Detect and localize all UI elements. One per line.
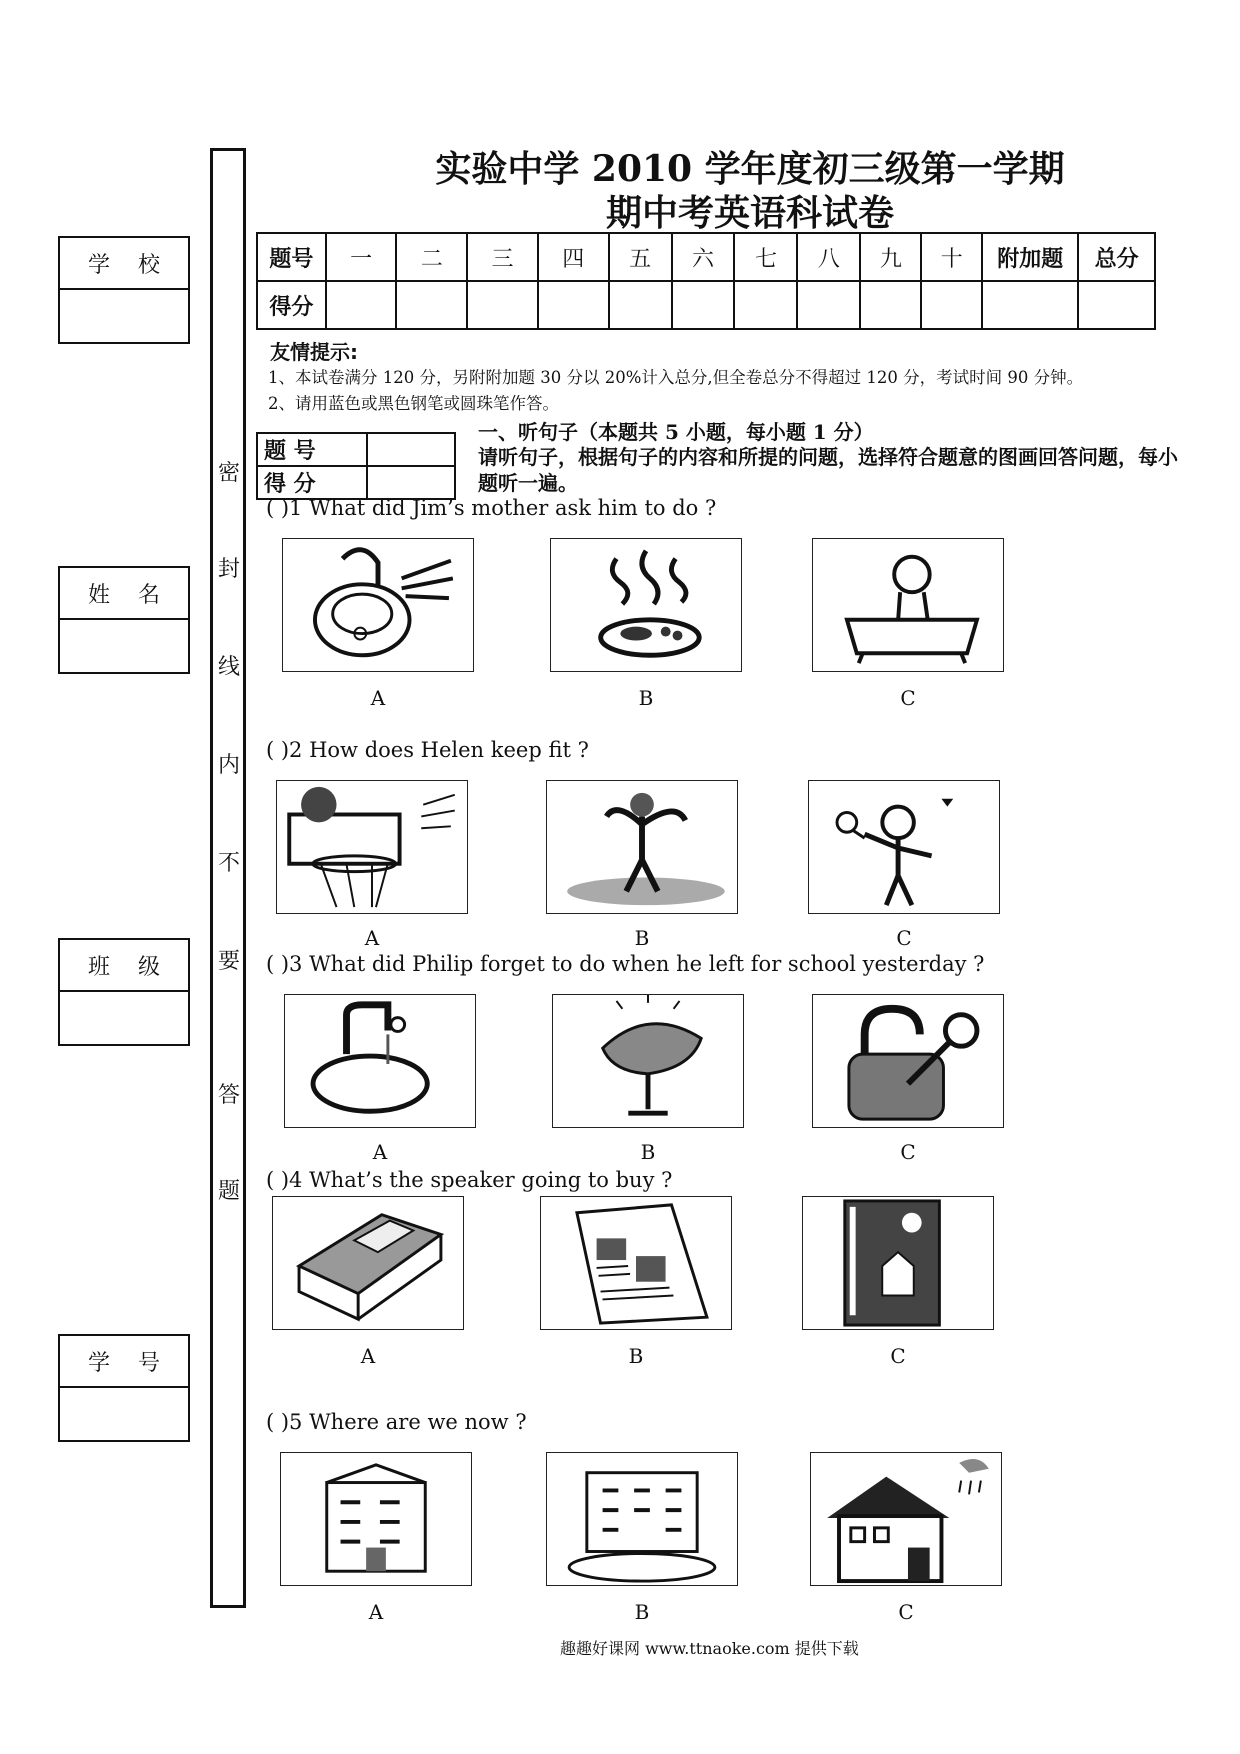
name-label: 姓名 <box>60 568 188 620</box>
seal-char: 要 <box>218 949 241 974</box>
option-label: A <box>364 926 380 950</box>
seal-char: 内 <box>218 753 241 778</box>
score-cell[interactable] <box>326 281 397 329</box>
option-label: C <box>896 926 912 950</box>
question-4: ( )4 What’s the speaker going to buy ? <box>266 1168 673 1192</box>
student-number-field[interactable] <box>60 1388 188 1440</box>
option-label: B <box>628 1344 644 1368</box>
dancing-icon[interactable] <box>546 780 738 914</box>
seal-char: 不 <box>218 851 241 876</box>
score-col: 总分 <box>1078 233 1155 281</box>
school-field[interactable] <box>60 290 188 342</box>
score-cell[interactable] <box>860 281 921 329</box>
school-building-icon[interactable] <box>280 1452 472 1586</box>
exam-title-line1: 实验中学 2010 学年度初三级第一学期 <box>435 148 1065 190</box>
score-cell[interactable] <box>982 281 1078 329</box>
section-score-cell[interactable] <box>367 466 455 499</box>
basketball-icon[interactable] <box>276 780 468 914</box>
question-1: ( )1 What did Jim’s mother ask him to do ? <box>266 496 717 520</box>
class-box <box>58 938 190 1046</box>
section-score-label: 题 号 <box>257 433 367 466</box>
section-heading: 一、听句子（本题共 5 小题，每小题 1 分） <box>478 420 874 444</box>
score-header-label: 题号 <box>257 233 326 281</box>
hint-title: 友情提示: <box>270 340 358 364</box>
school-label: 学校 <box>60 238 188 290</box>
section-score-table <box>256 432 456 500</box>
class-label: 班级 <box>60 940 188 992</box>
question-5: ( )5 Where are we now ? <box>266 1410 527 1434</box>
option-label: B <box>634 926 650 950</box>
score-cell[interactable] <box>797 281 860 329</box>
option-label: A <box>360 1344 376 1368</box>
option-label: C <box>890 1344 906 1368</box>
seal-line-strip <box>210 148 246 1608</box>
score-col: 四 <box>538 233 609 281</box>
house-icon[interactable] <box>810 1452 1002 1586</box>
badminton-icon[interactable] <box>808 780 1000 914</box>
score-col: 八 <box>797 233 860 281</box>
score-col: 附加题 <box>982 233 1078 281</box>
hospital-building-icon[interactable] <box>546 1452 738 1586</box>
book-icon[interactable] <box>272 1196 464 1330</box>
score-table <box>256 232 1156 330</box>
bath-icon[interactable] <box>812 538 1004 672</box>
option-label: A <box>368 1600 384 1624</box>
score-col: 七 <box>734 233 797 281</box>
footer-watermark: 趣趣好课网 www.ttnaoke.com 提供下载 <box>560 1639 859 1658</box>
hot-food-icon[interactable] <box>550 538 742 672</box>
score-cell[interactable] <box>672 281 735 329</box>
exam-title-line2: 期中考英语科试卷 <box>605 192 894 234</box>
score-col: 一 <box>326 233 397 281</box>
student-number-label: 学号 <box>60 1336 188 1388</box>
score-col: 五 <box>609 233 672 281</box>
section-score-label: 得 分 <box>257 466 367 499</box>
student-number-box <box>58 1334 190 1442</box>
score-col: 十 <box>921 233 982 281</box>
name-box <box>58 566 190 674</box>
newspaper-icon[interactable] <box>540 1196 732 1330</box>
tap-icon[interactable] <box>284 994 476 1128</box>
seal-char: 密 <box>218 461 241 486</box>
seal-char: 封 <box>218 557 241 582</box>
section-score-cell[interactable] <box>367 433 455 466</box>
hint-item: 1、本试卷满分 120 分，另附附加题 30 分以 20%计入总分,但全卷总分不得超过 120 分，考试时间 90 分钟。 <box>268 368 1084 387</box>
name-field[interactable] <box>60 620 188 672</box>
option-label: A <box>372 1140 388 1164</box>
option-label: C <box>900 1140 916 1164</box>
class-field[interactable] <box>60 992 188 1044</box>
score-cell[interactable] <box>921 281 982 329</box>
score-col: 九 <box>860 233 921 281</box>
magazine-icon[interactable] <box>802 1196 994 1330</box>
washing-hands-icon[interactable] <box>282 538 474 672</box>
score-table-header-row <box>257 233 1155 281</box>
lock-icon[interactable] <box>812 994 1004 1128</box>
hint-item: 2、请用蓝色或黑色钢笔或圆珠笔作答。 <box>268 394 559 413</box>
question-2: ( )2 How does Helen keep fit ? <box>266 738 589 762</box>
option-label: B <box>634 1600 650 1624</box>
score-col: 六 <box>672 233 735 281</box>
score-table-score-row <box>257 281 1155 329</box>
seal-char: 题 <box>218 1179 241 1204</box>
option-label: C <box>900 686 916 710</box>
section-instruction: 请听句子，根据句子的内容和所提的问题，选择符合题意的图画回答问题，每小题听一遍。 <box>478 445 1178 495</box>
option-label: C <box>898 1600 914 1624</box>
seal-char: 答 <box>218 1083 241 1108</box>
option-label: A <box>370 686 386 710</box>
score-cell[interactable] <box>396 281 467 329</box>
lamp-icon[interactable] <box>552 994 744 1128</box>
score-cell[interactable] <box>1078 281 1155 329</box>
score-cell[interactable] <box>734 281 797 329</box>
score-cell[interactable] <box>609 281 672 329</box>
score-row-label: 得分 <box>257 281 326 329</box>
option-label: B <box>640 1140 656 1164</box>
question-3: ( )3 What did Philip forget to do when he left for school yesterday ? <box>266 952 985 976</box>
seal-char: 线 <box>218 655 241 680</box>
score-cell[interactable] <box>538 281 609 329</box>
score-col: 二 <box>396 233 467 281</box>
score-col: 三 <box>467 233 538 281</box>
school-box <box>58 236 190 344</box>
score-cell[interactable] <box>467 281 538 329</box>
option-label: B <box>638 686 654 710</box>
